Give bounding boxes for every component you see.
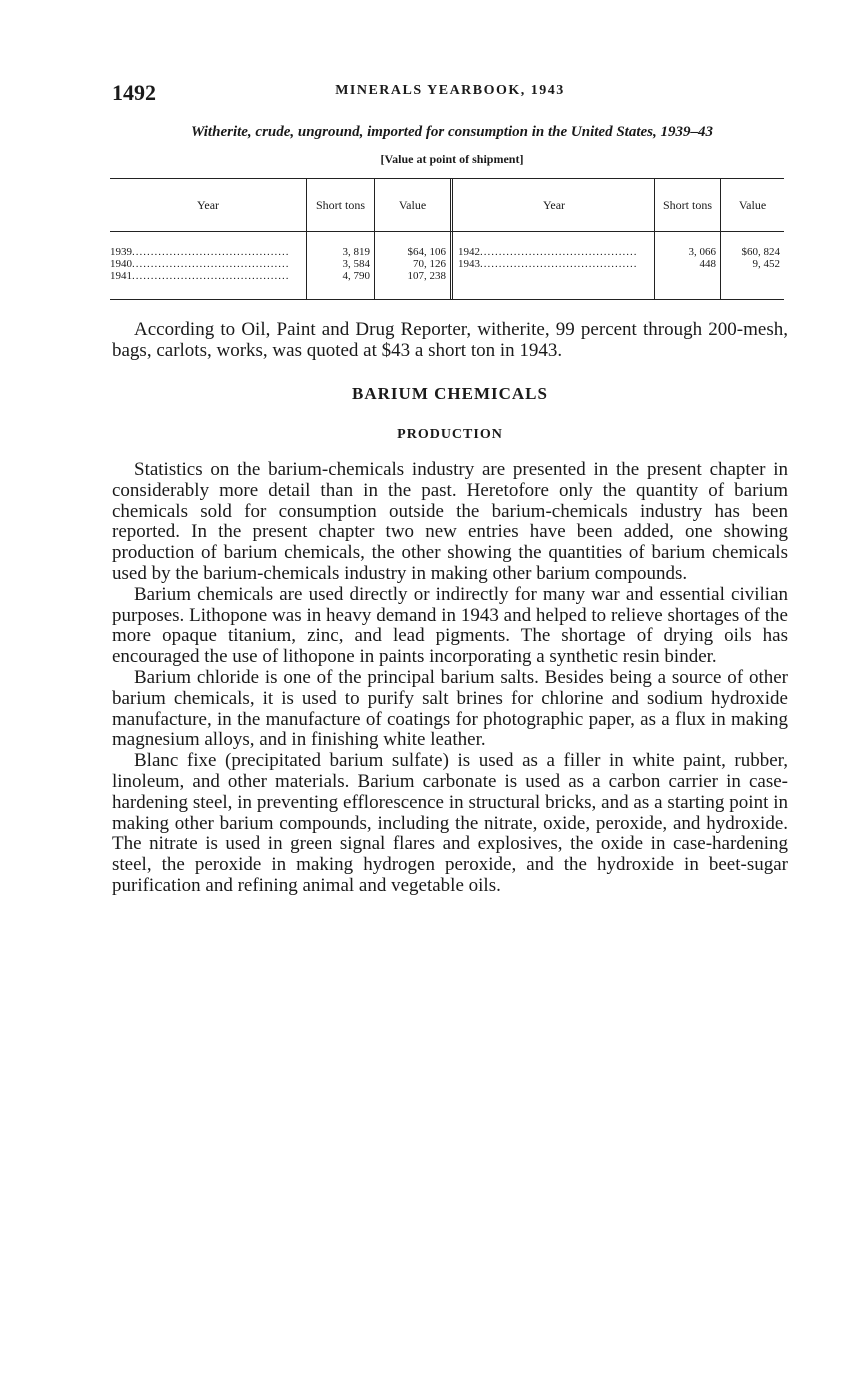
header-year-left: Year [196, 197, 220, 212]
paragraph: According to Oil, Paint and Drug Reporter, witherite, 99 percent through 200-mesh, bags, carlots, works, was quoted at $43 a short ton in 1943. [112, 319, 788, 361]
body-text [112, 460, 788, 897]
table-cell-value: $60, 824 [741, 247, 780, 258]
table-caption: Witherite, crude, unground, imported for consumption in the United States, 1939–43 [190, 124, 714, 140]
table-cell-year: 1943.......................................... [458, 259, 638, 270]
table-cell-year: 1942.......................................... [458, 247, 638, 258]
table-cell-tons: 3, 066 [688, 247, 716, 258]
sub-heading: PRODUCTION [397, 427, 503, 442]
header-short-tons-right: Short tons [662, 197, 712, 212]
table-cell-year: 1939.......................................... [110, 247, 290, 258]
table-cell-value: 9, 452 [752, 259, 780, 270]
table-cell-tons: 448 [699, 259, 716, 270]
page-number: 1492 [112, 80, 156, 105]
table-subcaption: [Value at point of shipment] [380, 152, 524, 166]
witherite-import-table [110, 178, 784, 300]
paragraph: Barium chloride is one of the principal barium salts. Besides being a source of other barium chemicals, it is used to purify salt brines for chlorine and sodium hydroxide manufacture, in the manufacture of coatings for photographic paper, as a flux in making magnesium alloys, and in finishing white leather. [112, 666, 788, 751]
header-short-tons-left: Short tons [315, 197, 365, 212]
table-cell-tons: 3, 584 [342, 259, 370, 270]
header-value-right: Value [738, 197, 767, 212]
section-heading: BARIUM CHEMICALS [352, 384, 548, 403]
running-head [112, 80, 788, 104]
table-cell-value: $64, 106 [407, 247, 446, 258]
table-cell-year: 1940.......................................... [110, 259, 290, 270]
paragraph: Barium chemicals are used directly or indirectly for many war and essential civilian purposes. Lithopone was in heavy demand in 1943 and helped to relieve shortages of the more opaque titanium, zinc, and lead pigments. The shortage of drying oils has encouraged the use of lithopone in paints incorporating a synthetic resin binder. [112, 583, 788, 668]
table-cell-year: 1941.......................................... [110, 271, 290, 282]
table-cell-value: 70, 126 [413, 259, 446, 270]
paragraph: Blanc fixe (precipitated barium sulfate) is used as a filler in white paint, rubber, linoleum, and other materials. Barium carbonate is used as a carbon carrier in case-hardening steel, in preventing efflorescence in structural bricks, and as a starting point in making other barium compounds, including the nitrate, oxide, peroxide, and hydroxide. The nitrate is used in green signal flares and explosives, the oxide in case-hardening steel, the peroxide in making hydrogen peroxide, and the hydroxide in beet-sugar purification and refining animal and vegetable oils. [112, 750, 788, 896]
table-cell-tons: 3, 819 [342, 247, 370, 258]
intro-paragraph [112, 320, 788, 362]
header-value-left: Value [398, 197, 427, 212]
running-title: MINERALS YEARBOOK, 1943 [335, 83, 565, 98]
paragraph: Statistics on the barium-chemicals industry are presented in the present chapter in considerably more detail than in the past. Heretofore only the quantity of barium chemicals sold for consumption outside the barium-chemicals industry has been reported. In the present chapter two new entries have been added, one showing production of barium chemicals, the other showing the quantities of barium chemicals used by the barium-chemicals industry in making other barium compounds. [112, 459, 788, 584]
column-divider-double [450, 179, 453, 299]
header-year-right: Year [542, 197, 566, 212]
header-rule [110, 231, 784, 232]
table-cell-value: 107, 238 [407, 271, 446, 282]
table-cell-tons: 4, 790 [342, 271, 370, 282]
